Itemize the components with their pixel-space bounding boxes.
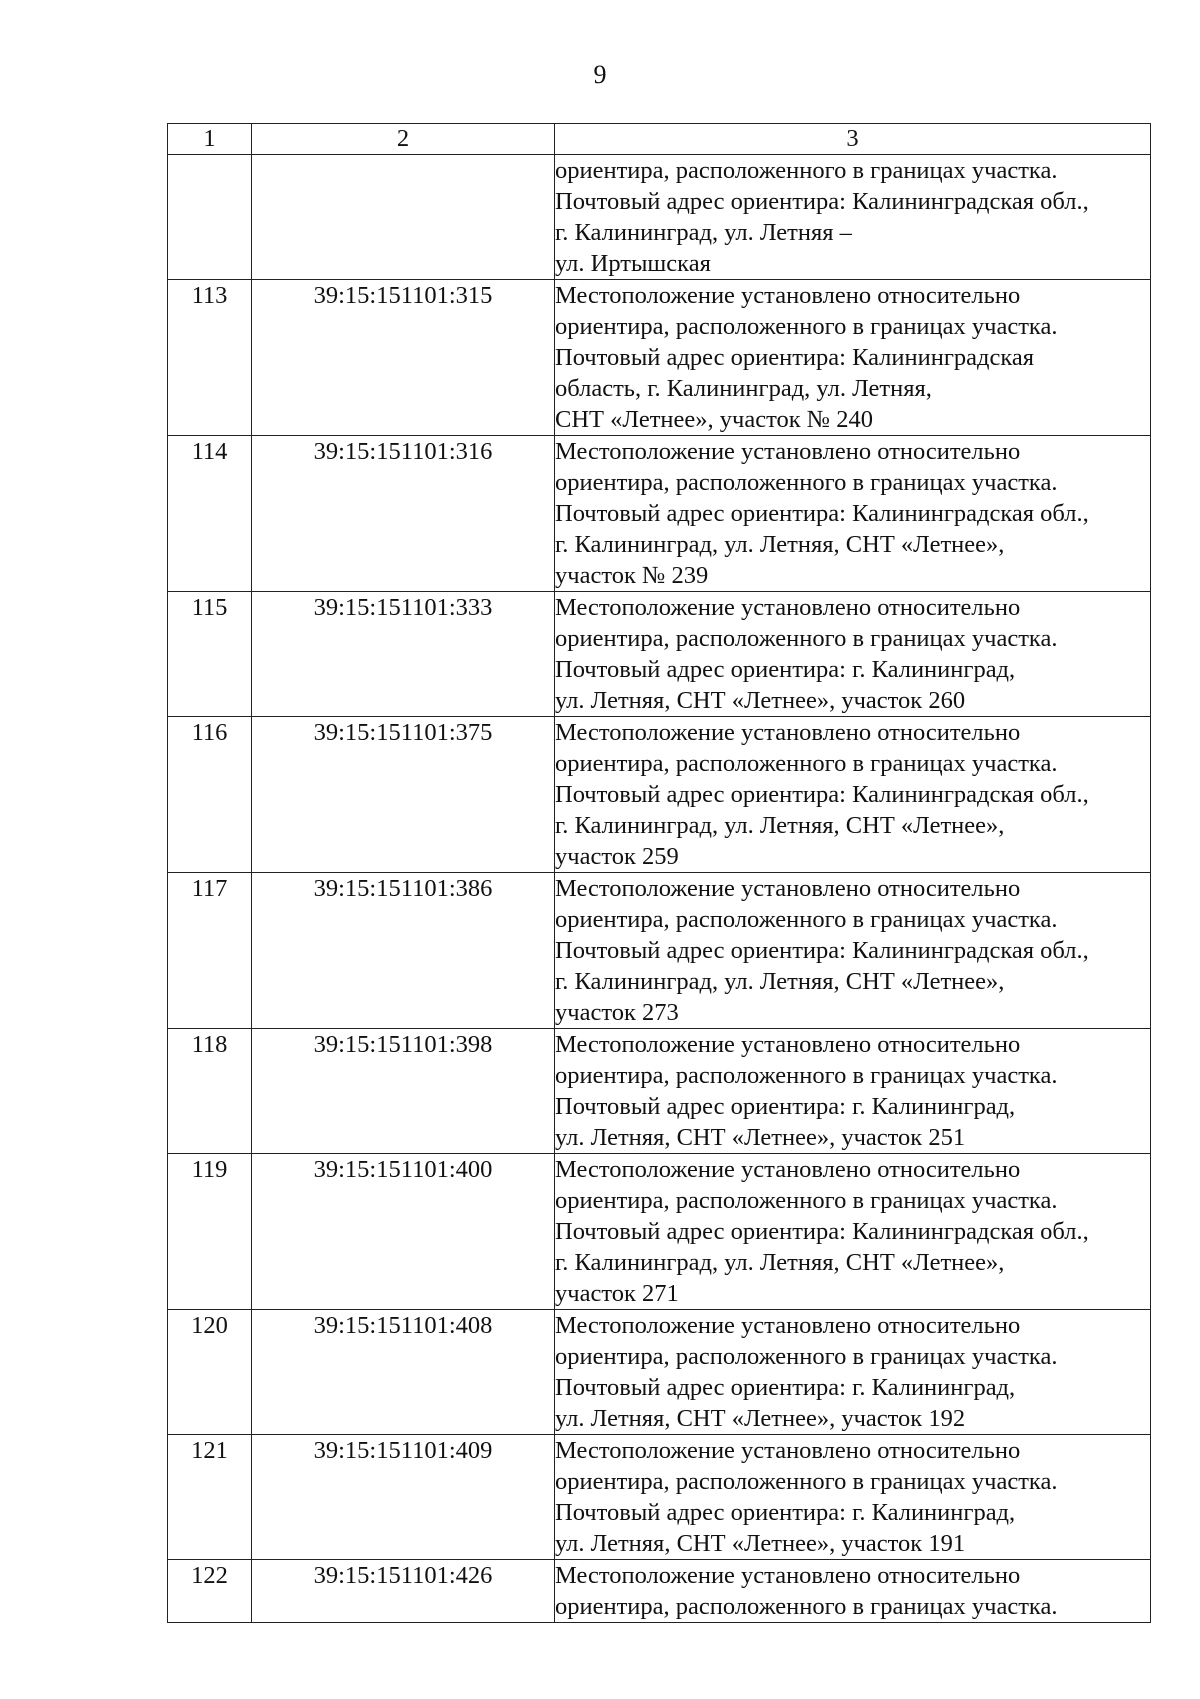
description-line: Почтовый адрес ориентира: Калининградская обл., — [555, 500, 1089, 527]
description-line: Местоположение установлено относительно — [555, 1156, 1021, 1183]
location-description — [555, 1560, 1151, 1623]
location-description — [555, 1310, 1151, 1435]
description-line: участок № 239 — [555, 562, 709, 589]
cadastral-number: 39:15:151101:386 — [252, 873, 555, 1029]
description-line: ориентира, расположенного в границах участка. — [555, 1187, 1058, 1214]
description-line: Почтовый адрес ориентира: Калининградская обл., — [555, 188, 1089, 215]
row-number: 122 — [168, 1560, 252, 1623]
description-line: г. Калининград, ул. Летняя, СНТ «Летнее», — [555, 1249, 1005, 1276]
row-number — [168, 155, 252, 280]
cadastral-number — [252, 155, 555, 280]
page-number: 9 — [593, 60, 607, 89]
location-description — [555, 1435, 1151, 1560]
row-number: 116 — [168, 717, 252, 873]
description-line: Местоположение установлено относительно — [555, 282, 1021, 309]
cadastral-number: 39:15:151101:333 — [252, 592, 555, 717]
description-line: ориентира, расположенного в границах участка. — [555, 1343, 1058, 1370]
row-number: 114 — [168, 436, 252, 592]
row-number: 120 — [168, 1310, 252, 1435]
description-line: Почтовый адрес ориентира: Калининградская обл., — [555, 1218, 1089, 1245]
row-number: 113 — [168, 280, 252, 436]
column-header-3: 3 — [555, 124, 1151, 155]
cadastral-number: 39:15:151101:315 — [252, 280, 555, 436]
column-header-1: 1 — [168, 124, 252, 155]
description-line: г. Калининград, ул. Летняя, СНТ «Летнее», — [555, 812, 1005, 839]
cadastral-number: 39:15:151101:426 — [252, 1560, 555, 1623]
description-line: Почтовый адрес ориентира: г. Калининград, — [555, 1374, 1016, 1401]
description-line: СНТ «Летнее», участок № 240 — [555, 406, 873, 433]
description-line: Местоположение установлено относительно — [555, 594, 1021, 621]
description-line: г. Калининград, ул. Летняя, СНТ «Летнее», — [555, 531, 1005, 558]
row-number: 117 — [168, 873, 252, 1029]
description-line: ул. Летняя, СНТ «Летнее», участок 260 — [555, 687, 966, 714]
description-line: ориентира, расположенного в границах участка. — [555, 906, 1058, 933]
description-line: Почтовый адрес ориентира: Калининградская — [555, 344, 1035, 371]
description-line: Почтовый адрес ориентира: г. Калининград, — [555, 1499, 1016, 1526]
description-line: Почтовый адрес ориентира: Калининградская обл., — [555, 937, 1089, 964]
row-number: 121 — [168, 1435, 252, 1560]
cadastral-number: 39:15:151101:408 — [252, 1310, 555, 1435]
location-description — [555, 717, 1151, 873]
location-description — [555, 1154, 1151, 1310]
description-line: г. Калининград, ул. Летняя – — [555, 219, 852, 246]
description-line: Местоположение установлено относительно — [555, 438, 1021, 465]
table-header — [168, 124, 1151, 155]
description-line: Почтовый адрес ориентира: г. Калининград, — [555, 1093, 1016, 1120]
description-line: Почтовый адрес ориентира: г. Калининград, — [555, 656, 1016, 683]
description-line: Местоположение установлено относительно — [555, 875, 1021, 902]
description-line: ул. Летняя, СНТ «Летнее», участок 251 — [555, 1124, 966, 1151]
description-line: участок 259 — [555, 843, 679, 870]
cadastral-number: 39:15:151101:409 — [252, 1435, 555, 1560]
location-description — [555, 1029, 1151, 1154]
description-line: ориентира, расположенного в границах участка. — [555, 1062, 1058, 1089]
table-row — [168, 1560, 1151, 1623]
description-line: ул. Летняя, СНТ «Летнее», участок 191 — [555, 1530, 966, 1557]
row-number: 115 — [168, 592, 252, 717]
description-line: ул. Летняя, СНТ «Летнее», участок 192 — [555, 1405, 966, 1432]
table-row — [168, 1435, 1151, 1560]
description-line: участок 273 — [555, 999, 679, 1026]
description-line: Местоположение установлено относительно — [555, 1312, 1021, 1339]
description-line: участок 271 — [555, 1280, 679, 1307]
description-line: область, г. Калининград, ул. Летняя, — [555, 375, 932, 402]
description-line: Почтовый адрес ориентира: Калининградская обл., — [555, 781, 1089, 808]
cadastral-number: 39:15:151101:400 — [252, 1154, 555, 1310]
column-header-2: 2 — [252, 124, 555, 155]
location-description — [555, 873, 1151, 1029]
description-line: ориентира, расположенного в границах участка. — [555, 157, 1058, 184]
cadastral-number: 39:15:151101:375 — [252, 717, 555, 873]
description-line: ул. Иртышская — [555, 250, 711, 277]
description-line: ориентира, расположенного в границах участка. — [555, 469, 1058, 496]
header-row — [168, 124, 1151, 155]
table-row — [168, 436, 1151, 592]
table-row — [168, 873, 1151, 1029]
description-line: Местоположение установлено относительно — [555, 1031, 1021, 1058]
table-row — [168, 155, 1151, 280]
location-description — [555, 280, 1151, 436]
table-body — [168, 155, 1151, 1623]
description-line: Местоположение установлено относительно — [555, 1437, 1021, 1464]
table-row — [168, 717, 1151, 873]
location-description — [555, 436, 1151, 592]
location-description — [555, 155, 1151, 280]
row-number: 119 — [168, 1154, 252, 1310]
location-description — [555, 592, 1151, 717]
description-line: Местоположение установлено относительно — [555, 719, 1021, 746]
table-row — [168, 592, 1151, 717]
table-row — [168, 280, 1151, 436]
description-line: ориентира, расположенного в границах участка. — [555, 313, 1058, 340]
description-line: г. Калининград, ул. Летняя, СНТ «Летнее», — [555, 968, 1005, 995]
description-line: ориентира, расположенного в границах участка. — [555, 1468, 1058, 1495]
description-line: ориентира, расположенного в границах участка. — [555, 1593, 1058, 1620]
land-plot-table — [167, 123, 1151, 1623]
table-row — [168, 1029, 1151, 1154]
cadastral-number: 39:15:151101:316 — [252, 436, 555, 592]
cadastral-number: 39:15:151101:398 — [252, 1029, 555, 1154]
table-row — [168, 1154, 1151, 1310]
table-row — [168, 1310, 1151, 1435]
description-line: ориентира, расположенного в границах участка. — [555, 625, 1058, 652]
description-line: ориентира, расположенного в границах участка. — [555, 750, 1058, 777]
description-line: Местоположение установлено относительно — [555, 1562, 1021, 1589]
row-number: 118 — [168, 1029, 252, 1154]
